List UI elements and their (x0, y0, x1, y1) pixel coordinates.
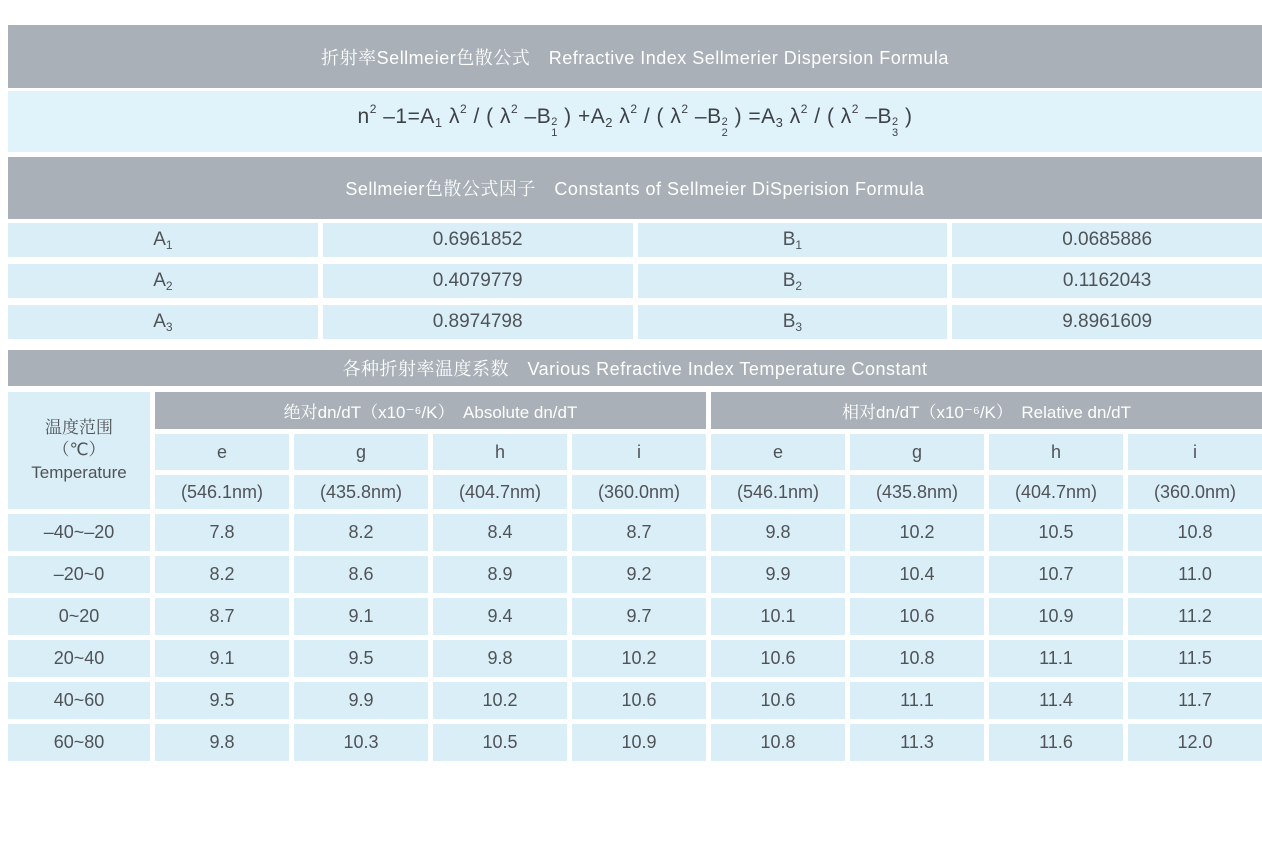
constant-value-cell: 0.4079779 (323, 264, 633, 298)
formula-sub-sup: 2 3 (892, 116, 899, 139)
formula-superscript: 2 (511, 102, 519, 117)
spectral-line-header-cell: e (155, 434, 289, 470)
dndt-value-cell: 8.4 (433, 514, 567, 551)
constant-value-cell: 0.6961852 (323, 223, 633, 257)
temperature-range-header-cell (8, 392, 150, 509)
wavelength-header-cell: (546.1nm) (711, 475, 845, 509)
dndt-value-cell: 7.8 (155, 514, 289, 551)
temperature-range-cell: –40~–20 (8, 514, 150, 551)
dndt-value-cell: 10.1 (711, 598, 845, 635)
dndt-value-cell: 11.1 (850, 682, 984, 719)
constant-label-cell: B 2 (638, 264, 948, 298)
temperature-range-cell: 0~20 (8, 598, 150, 635)
dndt-value-cell: 10.9 (572, 724, 706, 761)
dndt-value-cell: 10.5 (989, 514, 1123, 551)
dndt-value-cell: 9.9 (294, 682, 428, 719)
constant-label-cell: A 2 (8, 264, 318, 298)
dndt-value-cell: 8.9 (433, 556, 567, 593)
dndt-value-cell: 10.5 (433, 724, 567, 761)
constant-label-cell: A 3 (8, 305, 318, 339)
sellmeier-formula: $n^2$ –1=A1 $\lambda^2$ / ( $\lambda^2$ –B 2 1 ) +A2 $\lambda^2$ / ( $\lambda^2$ –B 2 2 ) =A3 $\lambda^2$ / ( $\lambda^2$ –B 2 3 ) (357, 102, 913, 139)
dndt-value-cell: 8.2 (155, 556, 289, 593)
dndt-value-cell: 11.3 (850, 724, 984, 761)
formula-sub-sup: 2 2 (721, 116, 729, 139)
dndt-value-cell: 9.8 (155, 724, 289, 761)
dndt-value-cell: 10.6 (572, 682, 706, 719)
section-title: 折射率Sellmeier色散公式 Refractive Index Sellmerier Dispersion Formula (321, 47, 949, 68)
constant-value-cell: 0.0685886 (952, 223, 1262, 257)
dndt-value-cell: 10.6 (711, 640, 845, 677)
dndt-value-cell: 10.8 (850, 640, 984, 677)
dndt-value-cell: 8.7 (155, 598, 289, 635)
temperature-range-cell: 60~80 (8, 724, 150, 761)
formula-sub-sup: 2 1 (551, 116, 558, 139)
constant-label-subscript: 2 (795, 279, 803, 293)
temperature-table (8, 392, 1262, 761)
dndt-value-cell: 10.3 (294, 724, 428, 761)
dndt-value-cell: 10.7 (989, 556, 1123, 593)
formula-subscript: 3 (775, 115, 784, 131)
constant-label-cell: B 3 (638, 305, 948, 339)
wavelength-header-cell: (435.8nm) (294, 475, 428, 509)
wavelength-header-cell: (360.0nm) (1128, 475, 1262, 509)
dndt-value-cell: 9.5 (294, 640, 428, 677)
constant-label-subscript: 2 (165, 279, 173, 293)
dndt-value-cell: 9.4 (433, 598, 567, 635)
dndt-value-cell: 9.5 (155, 682, 289, 719)
formula-superscript: 2 (851, 102, 859, 117)
dndt-value-cell: 10.8 (711, 724, 845, 761)
formula-superscript: 2 (681, 102, 689, 117)
dndt-value-cell: 11.6 (989, 724, 1123, 761)
constants-table (8, 223, 1262, 339)
dndt-value-cell: 11.7 (1128, 682, 1262, 719)
spectral-line-header-cell: g (850, 434, 984, 470)
formula-subscript: 1 (434, 115, 443, 131)
relative-dndt-group-header: 相对dn/dT（x10⁻⁶/K） Relative dn/dT (711, 392, 1262, 429)
section-header-constants (8, 157, 1262, 219)
section-header-dispersion-formula (8, 25, 1262, 88)
wavelength-header-cell: (360.0nm) (572, 475, 706, 509)
formula-superscript: 2 (800, 102, 808, 117)
spectral-line-header-cell: i (572, 434, 706, 470)
constant-value-cell: 0.1162043 (952, 264, 1262, 298)
constant-label-subscript: 3 (795, 320, 803, 334)
temperature-range-cell: –20~0 (8, 556, 150, 593)
wavelength-header-cell: (404.7nm) (989, 475, 1123, 509)
formula-superscript: 2 (369, 102, 377, 117)
dndt-value-cell: 9.8 (433, 640, 567, 677)
spectral-line-header-cell: e (711, 434, 845, 470)
dndt-value-cell: 11.5 (1128, 640, 1262, 677)
dndt-value-cell: 10.9 (989, 598, 1123, 635)
dndt-value-cell: 10.2 (433, 682, 567, 719)
section-header-temperature-constant (8, 350, 1262, 386)
spectral-line-header-cell: g (294, 434, 428, 470)
dndt-value-cell: 11.1 (989, 640, 1123, 677)
constant-label-subscript: 3 (165, 320, 173, 334)
dndt-value-cell: 10.4 (850, 556, 984, 593)
dndt-value-cell: 10.2 (850, 514, 984, 551)
constant-label-cell: A 1 (8, 223, 318, 257)
dndt-value-cell: 8.2 (294, 514, 428, 551)
formula-superscript: 2 (630, 102, 638, 117)
constant-label-subscript: 1 (795, 238, 803, 252)
constant-label-subscript: 1 (165, 238, 173, 252)
dndt-value-cell: 9.7 (572, 598, 706, 635)
constant-value-cell: 0.8974798 (323, 305, 633, 339)
dndt-value-cell: 10.8 (1128, 514, 1262, 551)
wavelength-header-cell: (404.7nm) (433, 475, 567, 509)
absolute-dndt-group-header: 绝对dn/dT（x10⁻⁶/K） Absolute dn/dT (155, 392, 706, 429)
formula-band (8, 91, 1262, 152)
constant-label-cell: B 1 (638, 223, 948, 257)
dndt-value-cell: 10.6 (850, 598, 984, 635)
corner-line-1: 温度范围 (45, 418, 113, 438)
corner-line-3: Temperature (31, 462, 127, 482)
dndt-value-cell: 9.1 (155, 640, 289, 677)
wavelength-header-cell: (435.8nm) (850, 475, 984, 509)
dndt-value-cell: 8.7 (572, 514, 706, 551)
wavelength-header-cell: (546.1nm) (155, 475, 289, 509)
constant-value-cell: 9.8961609 (952, 305, 1262, 339)
formula-superscript: 2 (459, 102, 468, 117)
datasheet-page (8, 25, 1262, 761)
spectral-line-header-cell: h (989, 434, 1123, 470)
dndt-value-cell: 9.1 (294, 598, 428, 635)
temperature-range-cell: 40~60 (8, 682, 150, 719)
spectral-line-header-cell: h (433, 434, 567, 470)
dndt-value-cell: 10.2 (572, 640, 706, 677)
dndt-value-cell: 11.4 (989, 682, 1123, 719)
dndt-value-cell: 11.0 (1128, 556, 1262, 593)
dndt-value-cell: 8.6 (294, 556, 428, 593)
dndt-value-cell: 9.9 (711, 556, 845, 593)
dndt-value-cell: 10.6 (711, 682, 845, 719)
section-title: 各种折射率温度系数 Various Refractive Index Temperature Constant (342, 359, 928, 379)
dndt-value-cell: 11.2 (1128, 598, 1262, 635)
section-title: Sellmeier色散公式因子 Constants of Sellmeier DiSperision Formula (345, 179, 925, 199)
formula-subscript: 2 (605, 115, 614, 131)
corner-line-2: （℃） (52, 440, 106, 460)
dndt-value-cell: 12.0 (1128, 724, 1262, 761)
dndt-value-cell: 9.2 (572, 556, 706, 593)
dndt-value-cell: 9.8 (711, 514, 845, 551)
spectral-line-header-cell: i (1128, 434, 1262, 470)
temperature-range-cell: 20~40 (8, 640, 150, 677)
